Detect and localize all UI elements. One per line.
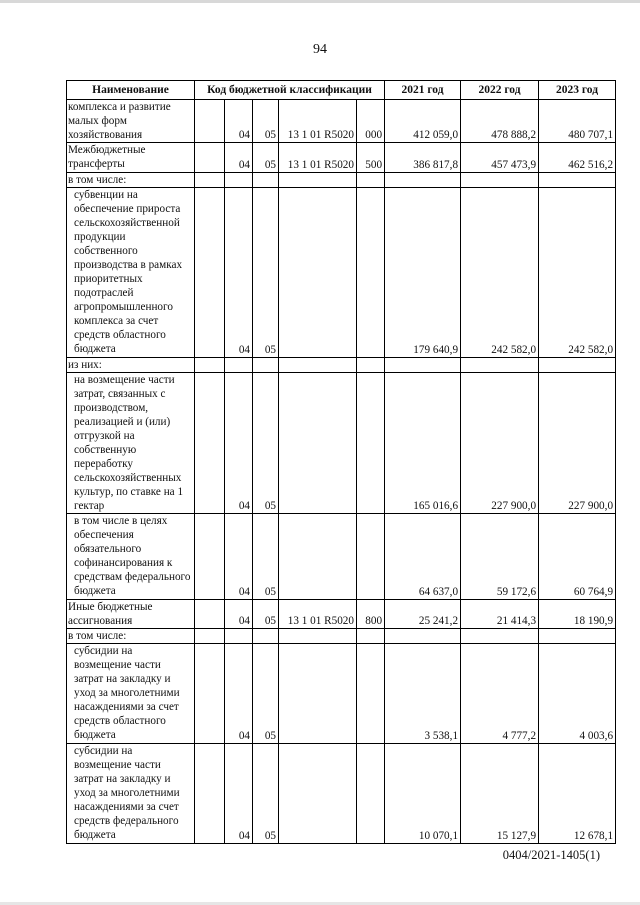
- row-name: комплекса и развитие малых форм хозяйствования: [67, 100, 195, 143]
- row-name: Иные бюджетные ассигнования: [67, 600, 195, 629]
- row-target: [279, 644, 357, 744]
- row-2022: 457 473,9: [461, 143, 539, 173]
- table-row: [67, 629, 616, 644]
- row-subsection: 05: [253, 514, 279, 600]
- table-row: [67, 644, 616, 744]
- row-2023: 60 764,9: [539, 514, 616, 600]
- row-target: 13 1 01 R5020: [279, 100, 357, 143]
- row-2022: 227 900,0: [461, 373, 539, 514]
- row-type: [357, 644, 385, 744]
- row-type: [357, 188, 385, 358]
- row-section: 04: [225, 744, 253, 844]
- row-type: [357, 373, 385, 514]
- row-type: 500: [357, 143, 385, 173]
- row-section: 04: [225, 600, 253, 629]
- row-name: [67, 744, 195, 844]
- table-header-row: [67, 81, 616, 100]
- row-2021: 25 241,2: [385, 600, 461, 629]
- row-subsection: 05: [253, 188, 279, 358]
- row-section: 04: [225, 373, 253, 514]
- row-2022: 4 777,2: [461, 644, 539, 744]
- row-section: 04: [225, 100, 253, 143]
- row-subsection: 05: [253, 644, 279, 744]
- row-name-text: субсидии на возмещение части затрат на закладку и уход за многолетними насаждениями за счет средств федерального бюджета: [74, 745, 180, 841]
- row-subsection: 05: [253, 143, 279, 173]
- table-row: [67, 173, 616, 188]
- row-2023: 18 190,9: [539, 600, 616, 629]
- row-section: 04: [225, 644, 253, 744]
- row-subsection: 05: [253, 744, 279, 844]
- header-2021: 2021 год: [385, 81, 461, 100]
- row-target: [279, 373, 357, 514]
- row-2021: 3 538,1: [385, 644, 461, 744]
- row-name-text: на возмещение части затрат, связанных с производством, реализацией и (или) отгрузкой на собственную переработку сельскохозяйственных культур, по ставке на 1 гектар: [74, 374, 184, 512]
- row-target: 13 1 01 R5020: [279, 143, 357, 173]
- header-2022: 2022 год: [461, 81, 539, 100]
- row-2022: 478 888,2: [461, 100, 539, 143]
- table-row: [67, 600, 616, 629]
- row-2022: 59 172,6: [461, 514, 539, 600]
- row-2021: 64 637,0: [385, 514, 461, 600]
- row-2021: 165 016,6: [385, 373, 461, 514]
- table-row: [67, 100, 616, 143]
- table-row: [67, 188, 616, 358]
- row-2021: 179 640,9: [385, 188, 461, 358]
- row-name: [67, 373, 195, 514]
- row-type: [357, 744, 385, 844]
- row-name-text: субсидии на возмещение части затрат на закладку и уход за многолетними насаждениями за счет средств областного бюджета: [74, 645, 180, 741]
- document-id: 0404/2021-1405(1): [502, 848, 600, 862]
- row-2021: 10 070,1: [385, 744, 461, 844]
- table-row: [67, 143, 616, 173]
- row-name: из них:: [67, 358, 195, 373]
- row-section: 04: [225, 188, 253, 358]
- row-subsection: 05: [253, 373, 279, 514]
- row-section: 04: [225, 514, 253, 600]
- table-row: [67, 514, 616, 600]
- row-name: [67, 644, 195, 744]
- row-target: 13 1 01 R5020: [279, 600, 357, 629]
- row-2022: 15 127,9: [461, 744, 539, 844]
- budget-table: [66, 80, 616, 844]
- row-name-text: субвенции на обеспечение прироста сельскохозяйственной продукции собственного производства в рамках приоритетных подотраслей агропромышленного комплекса за счет средств областного бюджета: [74, 189, 183, 355]
- row-2022: 242 582,0: [461, 188, 539, 358]
- table-row: [67, 373, 616, 514]
- table-row: [67, 744, 616, 844]
- row-target: [279, 188, 357, 358]
- table-row: [67, 358, 616, 373]
- header-2023: 2023 год: [539, 81, 616, 100]
- page-top-edge: [0, 0, 640, 3]
- row-name: [67, 514, 195, 600]
- row-target: [279, 744, 357, 844]
- row-type: 000: [357, 100, 385, 143]
- row-name-text: в том числе в целях обеспечения обязательного софинансирования к средствам федерального бюджета: [74, 515, 191, 597]
- row-2022: 21 414,3: [461, 600, 539, 629]
- row-2021: 386 817,8: [385, 143, 461, 173]
- header-name: Наименование: [67, 81, 195, 100]
- row-section: 04: [225, 143, 253, 173]
- row-2023: 462 516,2: [539, 143, 616, 173]
- row-2023: 480 707,1: [539, 100, 616, 143]
- row-type: 800: [357, 600, 385, 629]
- row-2021: 412 059,0: [385, 100, 461, 143]
- row-2023: 242 582,0: [539, 188, 616, 358]
- row-name: Межбюджетные трансферты: [67, 143, 195, 173]
- row-type: [357, 514, 385, 600]
- row-name: [67, 188, 195, 358]
- row-target: [279, 514, 357, 600]
- row-2023: 227 900,0: [539, 373, 616, 514]
- row-2023: 12 678,1: [539, 744, 616, 844]
- row-name: в том числе:: [67, 629, 195, 644]
- page-number: 94: [313, 42, 327, 57]
- header-code: Код бюджетной классификации: [195, 81, 385, 100]
- row-name: в том числе:: [67, 173, 195, 188]
- row-subsection: 05: [253, 600, 279, 629]
- row-subsection: 05: [253, 100, 279, 143]
- row-2023: 4 003,6: [539, 644, 616, 744]
